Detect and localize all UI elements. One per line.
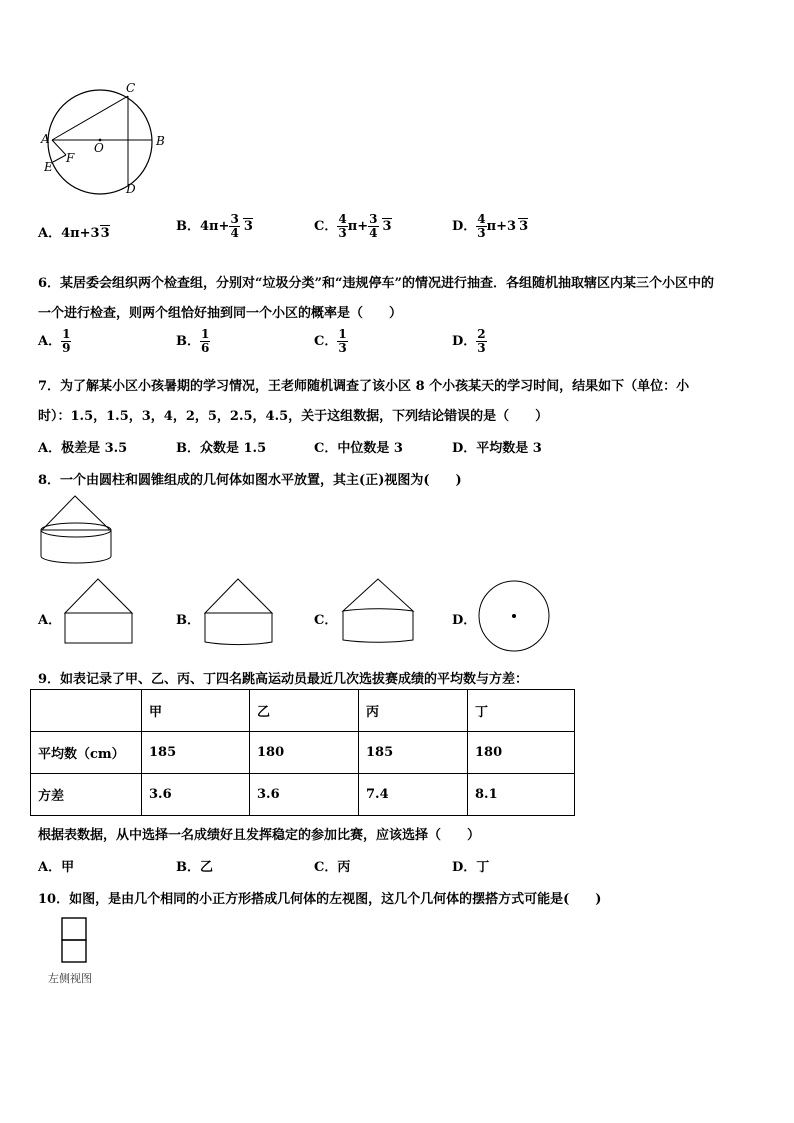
- table-cell: 3.6: [250, 774, 359, 816]
- rect-a: [65, 613, 132, 643]
- base-c: [343, 611, 413, 642]
- circle-figure: [36, 80, 176, 200]
- center-dot-d: [512, 614, 516, 618]
- q5-option-c[interactable]: C． $\frac{4}{3}$ π+ $\frac{3}{4}$ 3: [314, 212, 392, 240]
- table-header-cell: 乙: [250, 690, 359, 732]
- q9-option-a[interactable]: A．甲: [38, 860, 75, 875]
- q8-option-d-figure[interactable]: [477, 579, 553, 655]
- table-cell: 3.6: [142, 774, 250, 816]
- q9-option-d[interactable]: D．丁: [452, 860, 490, 875]
- q8-line1: 8．一个由圆柱和圆锥组成的几何体如图水平放置，其主(正)视图为( ): [38, 473, 462, 488]
- q9-line2: 根据表数据，从中选择一名成绩好且发挥稳定的参加比赛，应该选择（ ）: [38, 828, 481, 843]
- label-f: F: [66, 151, 75, 165]
- label-d: D: [126, 182, 136, 196]
- label-a: A: [41, 132, 50, 146]
- q7-option-b[interactable]: B．众数是 1.5: [176, 441, 267, 456]
- table-cell: 平均数（cm）: [31, 732, 142, 774]
- table-row: [31, 774, 575, 816]
- q8-option-c-figure[interactable]: [340, 576, 420, 652]
- label-e: E: [44, 160, 53, 174]
- table-cell: 185: [359, 732, 468, 774]
- q8-solid-figure: [38, 494, 122, 570]
- q6-option-a[interactable]: A． $\frac{1}{9}$: [38, 327, 71, 355]
- q6-option-b[interactable]: B． $\frac{1}{6}$: [176, 327, 210, 355]
- q6-line1: 6．某居委会组织两个检查组，分别对“垃圾分类”和“违规停车”的情况进行抽查．各组随机抽取辖区内某三个小区中的: [38, 276, 714, 291]
- table-cell: 方差: [31, 774, 142, 816]
- table-cell: 185: [142, 732, 250, 774]
- table-row: [31, 732, 575, 774]
- q7-line1: 7．为了解某小区小孩暑期的学习情况，王老师随机调查了该小区 8 个小孩某天的学习时间，结果如下（单位：小: [38, 379, 690, 394]
- q9-line1: 9．如表记录了甲、乙、丙、丁四名跳高运动员最近几次选拔赛成绩的平均数与方差：: [38, 672, 529, 687]
- table-cell: 180: [250, 732, 359, 774]
- q5-option-a[interactable]: A．4π+33: [38, 226, 110, 241]
- q6-option-c[interactable]: C． $\frac{1}{3}$: [314, 327, 347, 355]
- q6-option-d[interactable]: D． $\frac{2}{3}$: [452, 327, 486, 355]
- q5-option-d[interactable]: D． $\frac{4}{3}$ π+3 3: [452, 212, 529, 240]
- q5-option-b[interactable]: B．4π+ $\frac{3}{4}$ 3: [176, 212, 253, 240]
- q6-line2: 一个进行检查，则两个组恰好抽到同一个小区的概率是（ ）: [38, 306, 403, 321]
- cylinder-bottom-arc: [41, 556, 111, 563]
- label-c: C: [126, 81, 136, 95]
- table-header-cell: [31, 690, 142, 732]
- square-top: [62, 918, 86, 940]
- q8-option-a-label[interactable]: A．: [38, 613, 62, 628]
- table-header-row: [31, 690, 575, 732]
- q9-table: [30, 689, 575, 816]
- q7-option-a[interactable]: A．极差是 3.5: [38, 441, 128, 456]
- segment-af: [52, 140, 66, 155]
- triangle-a: [65, 579, 132, 613]
- q7-line2: 时）：1.5，1.5，3，4，2，5，2.5，4.5，关于这组数据，下列结论错误的是（ ）: [38, 409, 549, 424]
- chord-ac: [52, 96, 128, 140]
- q9-option-c[interactable]: C．丙: [314, 860, 351, 875]
- q10-line1: 10．如图，是由几个相同的小正方形搭成几何体的左视图，这几个几何体的摆搭方式可能是( ): [38, 892, 602, 907]
- q10-caption: 左侧视图: [48, 972, 92, 985]
- segment-fe: [53, 155, 66, 162]
- curved-base-b: [205, 613, 272, 645]
- q8-option-b-label[interactable]: B．: [176, 613, 200, 628]
- q9-option-b[interactable]: B．乙: [176, 860, 213, 875]
- q8-option-a-figure[interactable]: [62, 576, 138, 646]
- q8-option-b-figure[interactable]: [202, 576, 278, 652]
- table-header-cell: 丁: [468, 690, 575, 732]
- q8-option-d-label[interactable]: D．: [452, 613, 477, 628]
- cone-c: [343, 579, 413, 611]
- q8-option-c-label[interactable]: C．: [314, 613, 338, 628]
- q7-option-c[interactable]: C．中位数是 3: [314, 441, 403, 456]
- table-cell: 180: [468, 732, 575, 774]
- table-cell: 8.1: [468, 774, 575, 816]
- label-o: O: [94, 141, 104, 155]
- q7-option-d[interactable]: D．平均数是 3: [452, 441, 542, 456]
- q10-left-view-figure: [60, 916, 90, 968]
- square-bottom: [62, 940, 86, 962]
- table-cell: 7.4: [359, 774, 468, 816]
- triangle-b: [205, 579, 272, 613]
- label-b: B: [156, 134, 165, 148]
- table-header-cell: 甲: [142, 690, 250, 732]
- table-header-cell: 丙: [359, 690, 468, 732]
